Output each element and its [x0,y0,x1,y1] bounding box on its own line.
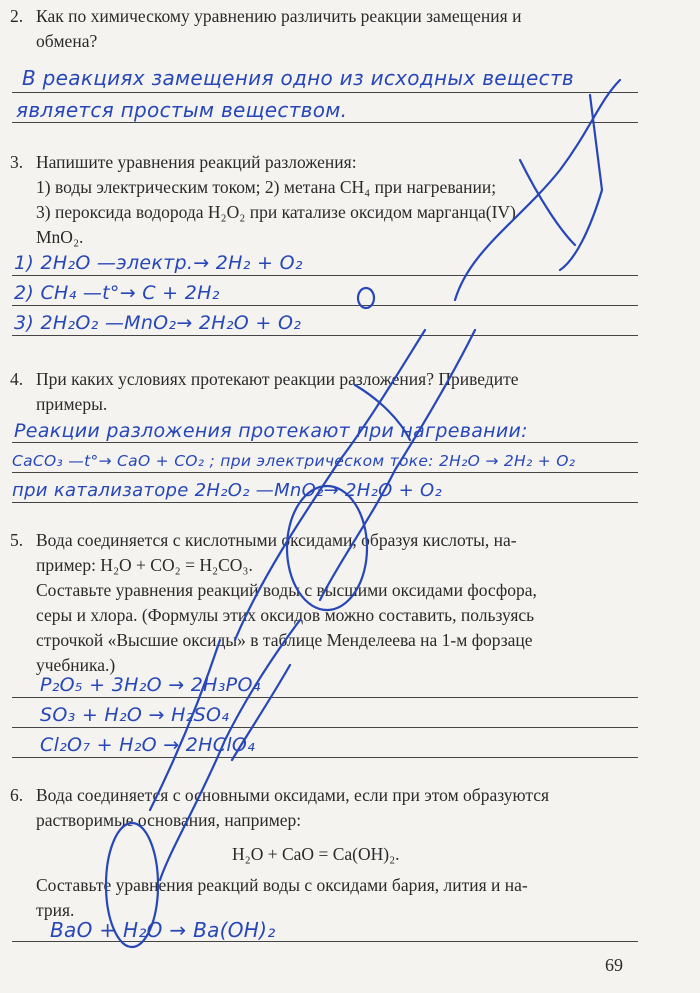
answer-line: P₂O₅ + 3H₂O → 2H₃PO₄ [40,674,261,696]
answer-line: 1) 2H₂O —электр.→ 2H₂ + O₂ [14,252,303,274]
answer-rule [12,727,638,728]
answer-rule [12,502,638,503]
question-text: При каких условиях протекают реакции разложения? Приведите примеры. [36,369,519,414]
answer-line: 2) CH₄ —t°→ C + 2H₂ [14,282,220,304]
answer-rule [12,472,638,473]
question-text: Напишите уравнения реакций разложения: 1) воды электрическим током; 2) метана CH₄ при нагревании; 3) пероксида водорода H₂O₂ при катализе оксидом марганца(IV) MnO₂. [36,152,516,247]
answer-line: Cl₂O₇ + H₂O → 2HClO₄ [40,734,256,756]
answer-line: при катализаторе 2H₂O₂ —MnO₂→ 2H₂O + O₂ [12,480,442,501]
question-2 [10,4,650,54]
answer-rule [12,305,638,306]
question-text: Вода соединяется с кислотными оксидами, образуя кислоты, на- пример: H₂O + CO₂ = H₂CO₃. Составьте уравнения реакций воды с высшими оксидами фосфора, серы и хлора. (Формулы этих оксидов можно составить, пользуясь строчкой «Высшие оксиды» в таблице Менделеева на 1-м форзаце учебника.) [36,530,537,675]
answer-rule [12,941,638,942]
answer-line: Реакции разложения протекают при нагревании: [14,420,528,442]
question-number: 3. [10,152,24,172]
question-6-continued [10,873,650,923]
answer-line: 3) 2H₂O₂ —MnO₂→ 2H₂O + O₂ [14,312,302,334]
question-4 [10,367,650,417]
question-number: 5. [10,530,24,550]
answer-rule [12,92,638,93]
question-6 [10,783,650,833]
answer-line: В реакциях замещения одно из исходных веществ [22,66,574,90]
answer-line: BaO + H₂O → Ba(OH)₂ [50,918,276,942]
question-text: Составьте уравнения реакций воды с оксидами бария, лития и на- трия. [36,875,528,920]
answer-rule [12,757,638,758]
page-number: 69 [605,955,623,975]
answer-rule [12,442,638,443]
question-text: Как по химическому уравнению различить реакции замещения и обмена? [36,6,522,51]
answer-rule [12,697,638,698]
question-number: 6. [10,785,24,805]
answer-line: SO₃ + H₂O → H₂SO₄ [40,704,230,726]
question-number: 4. [10,369,24,389]
answer-line: является простым веществом. [16,98,348,122]
example-formula: H₂O + CaO = Ca(OH)₂. [232,844,400,864]
answer-line: CaCO₃ —t°→ CaO + CO₂ ; при электрическом токе: 2H₂O → 2H₂ + O₂ [12,452,576,470]
question-3 [10,150,650,250]
answer-rule [12,275,638,276]
question-number: 2. [10,6,24,26]
answer-rule [12,122,638,123]
question-5 [10,528,650,678]
question-text: Вода соединяется с основными оксидами, если при этом образуются растворимые основания, например: [36,785,550,830]
answer-rule [12,335,638,336]
